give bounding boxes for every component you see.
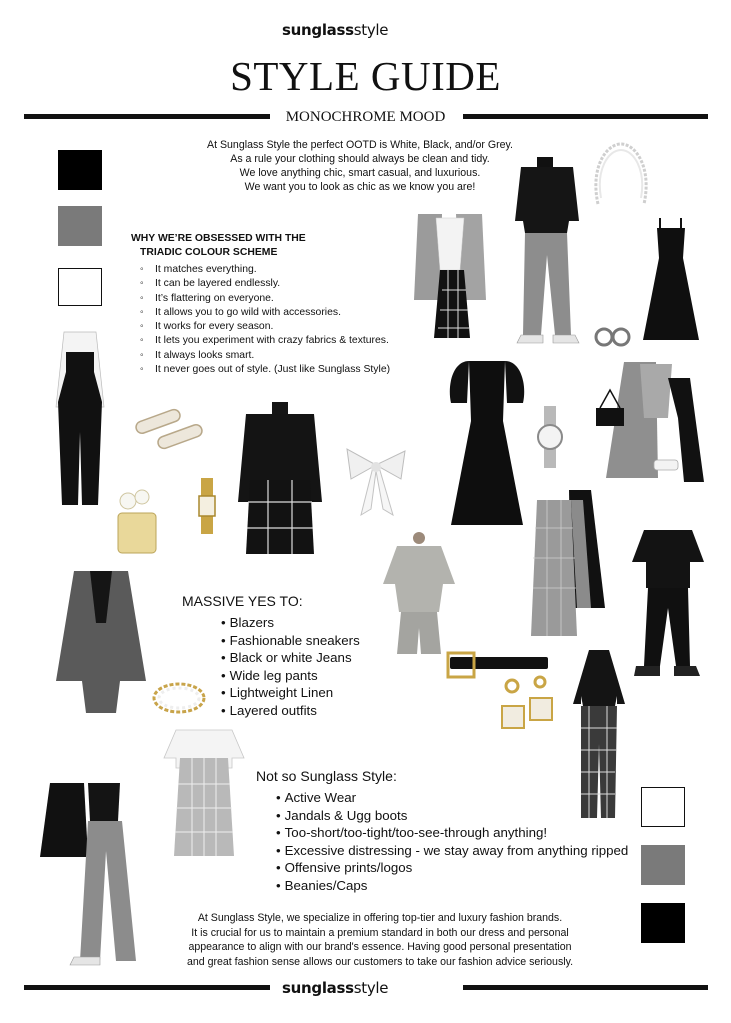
grey-linen-outfit [379,532,457,657]
swatch-grey-right [641,845,685,885]
list-item: • Blazers [221,614,360,632]
swatch-black-right [641,903,685,943]
closing-text [160,911,600,969]
pearl-headband [590,138,652,208]
divider-right [463,114,708,119]
list-item: • Active Wear [276,789,628,807]
black-pinafore-jumpsuit [50,332,110,507]
list-item: • Fashionable sneakers [221,632,360,650]
black-blazer-grey-trousers-outfit [40,781,140,966]
footer-divider-right [463,985,708,990]
list-item: ◦ It works for every season. [140,320,390,334]
page-subtitle: MONOCHROME MOOD [285,109,446,125]
brand-logo-top: sunglassstyle [282,21,389,39]
list-item: • Offensive prints/logos [276,859,628,877]
swatch-white [58,268,102,306]
intro-line: We want you to look as chic as we know you are! [244,181,476,193]
white-satin-bow [343,445,409,517]
list-item: • Excessive distressing - we stay away from anything ripped [276,842,628,860]
closing-line: appearance to align with our brand's essence. Having good personal presentation [188,941,572,953]
why-heading: WHY WE’RE OBSESSED WITH THE TRIADIC COLOUR SCHEME [131,233,306,258]
perfume-bottle [114,489,160,557]
closing-line: It is crucial for us to maintain a premium standard in both our dress and personal [191,926,569,939]
list-item: ◦ It always looks smart. [140,349,390,363]
list-item: ◦ It can be layered endlessly. [140,277,390,291]
closing-line: At Sunglass Style, we specialize in offering top-tier and luxury fashion brands. [197,912,563,924]
brand-logo-bottom: sunglassstyle [282,979,389,997]
intro-text [160,138,560,194]
black-knit-check-skirt-outfit [236,402,324,557]
swatch-white-right [641,787,685,827]
list-item: ◦ It never goes out of style. (Just like Sunglass Style) [140,363,390,377]
footer-divider-left [24,985,270,990]
silver-wrist-watch [534,406,566,468]
intro-line: At Sunglass Style the perfect OOTD is White, Black, and/or Grey. [207,139,513,151]
silver-hoop-earrings [594,319,632,357]
yes-heading: MASSIVE YES TO: [182,593,303,609]
grey-oversized-blazer-outfit [50,563,152,715]
list-item: • Layered outfits [221,702,360,720]
plaid-blazer-check-skirt-outfit [412,210,487,340]
closing-line: and great fashion sense allows our customers to take our fashion advice seriously. [186,955,574,968]
pearl-chain-bracelet [150,678,208,718]
why-list [140,263,390,377]
turtleneck-grey-trousers-outfit [513,155,583,345]
no-heading: Not so Sunglass Style: [256,768,397,784]
page-title: STYLE GUIDE [230,53,501,99]
swatch-black [58,150,102,190]
pearl-hair-clips [134,395,206,457]
gold-wrist-watch [196,478,218,534]
list-item: ◦ It matches everything. [140,263,390,277]
intro-line: We love anything chic, smart casual, and luxurious. [239,167,481,179]
grey-coat-layered-outfit [594,358,706,488]
list-item: ◦ It lets you experiment with crazy fabrics & textures. [140,334,390,348]
list-item: ◦ It allows you to go wild with accessories. [140,306,390,320]
list-item: • Black or white Jeans [221,649,360,667]
intro-line: As a rule your clothing should always be clean and tidy. [230,153,490,165]
black-knit-tweed-trousers-outfit [571,648,627,820]
list-item: • Lightweight Linen [221,684,360,702]
swatch-grey [58,206,102,246]
list-item: • Jandals & Ugg boots [276,807,628,825]
list-item: • Too-short/too-tight/too-see-through anything! [276,824,628,842]
plaid-long-blazer-outfit [531,488,613,638]
list-item: ◦ It’s flattering on everyone. [140,292,390,306]
plaid-mini-dress [162,728,246,858]
black-puff-sleeve-dress [447,357,527,527]
black-maxi-dress [643,218,699,343]
list-item: • Wide leg pants [221,667,360,685]
gold-drop-earrings [496,676,558,744]
black-tee-trousers-outfit [630,528,706,678]
list-item: • Beanies/Caps [276,877,628,895]
yes-list [221,614,360,720]
